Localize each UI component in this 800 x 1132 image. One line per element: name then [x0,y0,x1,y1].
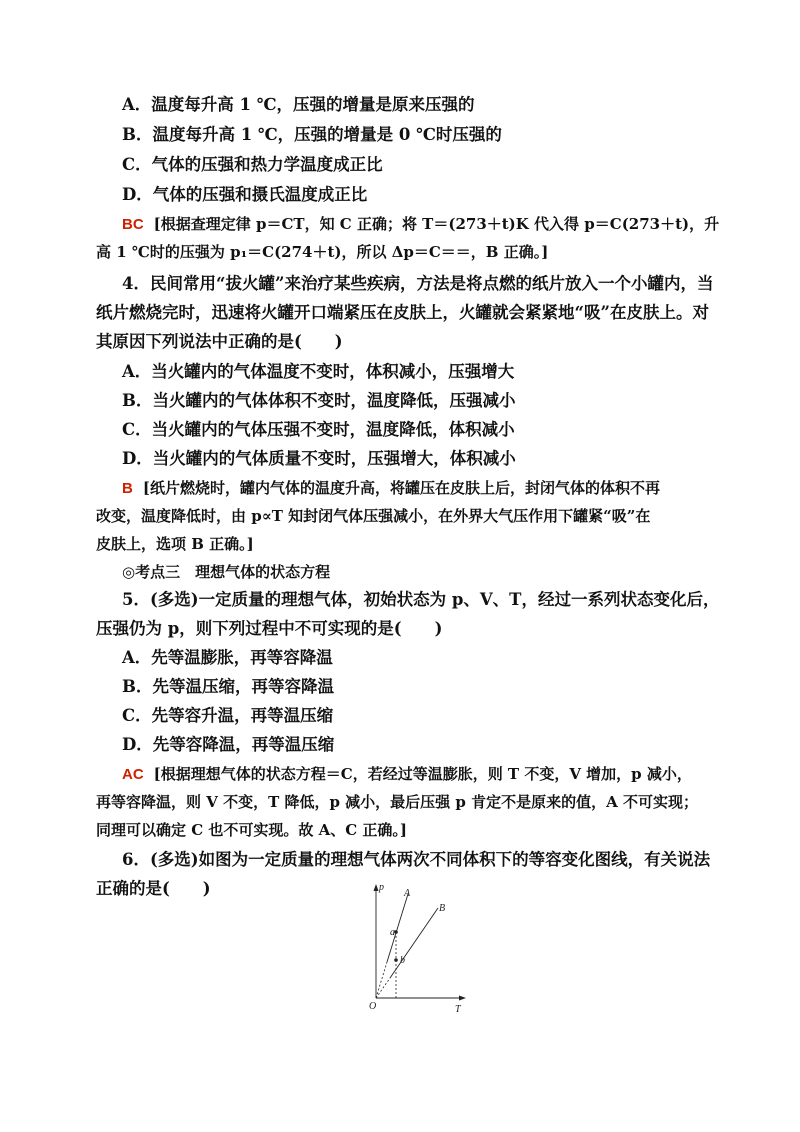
x-axis-label: T [455,1004,461,1015]
q3-option-c: C．气体的压强和热力学温度成正比 [122,155,383,174]
q4-explanation-line-3: 皮肤上，选项 B 正确。] [96,535,254,553]
point-b-label: b [400,955,405,966]
q5-option-c: C．先等容升温，再等温压缩 [122,706,334,725]
q6-stem-line-1: 6．(多选)如图为一定质量的理想气体两次不同体积下的等容变化图线，有关说法 [122,850,711,869]
line-b-extension [376,978,390,998]
q4-stem-line-3: 其原因下列说法中正确的是( ) [96,332,343,351]
q4-option-a: A．当火罐内的气体温度不变时，体积减小，压强增大 [122,362,515,381]
q5-option-d: D．先等容降温，再等温压缩 [122,735,335,754]
point-b-dot [394,958,398,962]
line-b [390,908,438,978]
q5-option-b: B．先等温压缩，再等容降温 [122,677,334,696]
q5-stem-line-1: 5．(多选)一定质量的理想气体，初始状态为 p、V、T，经过一系列状态变化后， [122,590,720,609]
q4-stem-line-1: 4．民间常用“拔火罐”来治疗某些疾病，方法是将点燃的纸片放入一个小罐内，当 [122,274,714,293]
section-heading: ◎考点三 理想气体的状态方程 [122,563,331,581]
q4-option-d: D．当火罐内的气体质量不变时，压强增大，体积减小 [122,449,516,468]
q5-explanation-line-2: 再等容降温，则 V 不变，T 降低，p 减小，最后压强 p 肯定不是原来的值，A 不可实现； [96,793,698,811]
q3-answer [122,212,719,237]
q3-option-d: D．气体的压强和摄氏温度成正比 [122,185,368,204]
line-b-label: B [439,903,446,914]
line-a-extension [376,962,387,998]
q4-answer [122,476,660,501]
origin-label: O [369,1001,377,1012]
x-axis-arrow-icon [459,996,466,1001]
q5-explanation-line-1: [根据理想气体的状态方程＝C，若经过等温膨胀，则 T 不变，V 增加，p 减小， [153,765,692,783]
q4-explanation-line-2: 改变，温度降低时，由 p∝T 知封闭气体压强减小，在外界大气压作用下罐紧“吸”在 [96,507,651,525]
q4-stem-line-2: 纸片燃烧完时，迅速将火罐开口端紧压在皮肤上，火罐就会紧紧地“吸”在皮肤上。对 [96,303,709,322]
q5-answer-key: AC [122,766,144,783]
p-t-diagram [362,878,472,1018]
q5-explanation-line-3: 同理可以确定 C 也不可实现。故 A、C 正确。] [96,821,408,839]
q4-option-b: B．当火罐内的气体体积不变时，温度降低，压强减小 [122,391,516,410]
q6-stem-line-2: 正确的是( ) [96,879,211,898]
q3-option-b: B．温度每升高 1 ℃，压强的增量是 0 ℃时压强的 [122,125,502,144]
line-a-label: A [404,888,411,899]
q4-option-c: C．当火罐内的气体压强不变时，温度降低，体积减小 [122,420,515,439]
y-axis-label: p [379,882,384,893]
y-axis-arrow-icon [374,884,379,891]
point-a-label: a [390,927,395,938]
q3-option-a: A．温度每升高 1 ℃，压强的增量是原来压强的 [122,95,475,114]
q4-explanation-line-1: [纸片燃烧时，罐内气体的温度升高，将罐压在皮肤上后，封闭气体的体积不再 [142,479,660,497]
q5-stem-line-2: 压强仍为 p，则下列过程中不可实现的是( ) [96,619,443,638]
q4-answer-key: B [122,480,133,497]
q3-explanation-line-2: 高 1 ℃时的压强为 p₁＝C(274＋t)，所以 Δp＝C＝＝，B 正确。] [96,243,549,261]
q5-answer [122,762,692,787]
q5-option-a: A．先等温膨胀，再等容降温 [122,648,333,667]
q3-answer-key: BC [122,216,144,233]
q3-explanation-line-1: [根据查理定律 p＝CT，知 C 正确；将 T＝(273＋t)K 代入得 p＝C(273＋t)，升 [153,215,720,233]
